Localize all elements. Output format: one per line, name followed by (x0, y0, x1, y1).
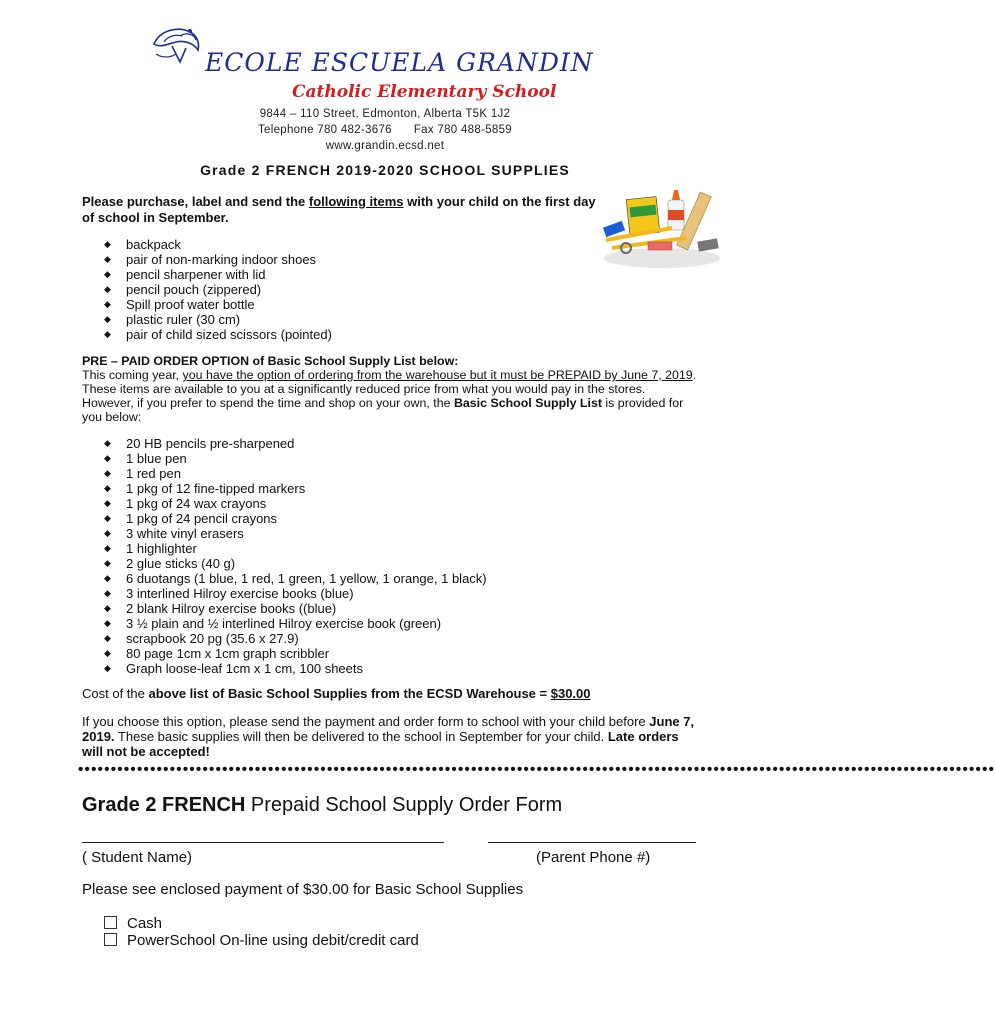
list-item-text: 2 glue sticks (40 g) (126, 556, 236, 571)
list-item (104, 586, 487, 601)
bullet-diamond-icon: ◆ (104, 663, 111, 673)
bullet-diamond-icon: ◆ (104, 498, 111, 508)
list-item-text: pair of child sized scissors (pointed) (126, 327, 332, 342)
list-item (104, 267, 332, 282)
payment-option-powerschool-label: PowerSchool On-line using debit/credit card (127, 932, 419, 949)
bullet-diamond-icon: ◆ (104, 438, 111, 448)
list-item (104, 327, 332, 342)
parent-phone-label: (Parent Phone #) (536, 849, 651, 866)
school-name: ECOLE ESCUELA GRANDIN (205, 48, 594, 77)
payment-option-powerschool[interactable] (104, 932, 419, 949)
bullet-diamond-icon: ◆ (104, 633, 111, 643)
bullet-diamond-icon: ◆ (104, 483, 111, 493)
list-item-text: 1 blue pen (126, 451, 187, 466)
basic-supplies-list (104, 436, 487, 676)
payment-note-late: Late orders will not be accepted! (82, 729, 679, 759)
order-form-title-rest: Prepaid School Supply Order Form (245, 794, 563, 816)
payment-option-cash-label: Cash (127, 915, 163, 932)
bullet-diamond-icon: ◆ (104, 453, 111, 463)
list-item (104, 526, 487, 541)
bullet-diamond-icon: ◆ (104, 528, 111, 538)
cost-bold: above list of Basic School Supplies from the ECSD Warehouse = (148, 686, 551, 701)
list-item-text: pencil sharpener with lid (126, 267, 266, 282)
cost-line (82, 686, 591, 701)
list-item-text: 1 pkg of 24 wax crayons (126, 496, 267, 511)
school-website: www.grandin.ecsd.net (325, 140, 445, 152)
school-address: 9844 – 110 Street, Edmonton, Alberta T5K 1J2 (259, 108, 511, 120)
school-subtitle: Catholic Elementary School (292, 82, 557, 102)
cost-prefix: Cost of the (82, 686, 149, 701)
checkbox-cash[interactable] (104, 916, 117, 929)
list-item (104, 466, 487, 481)
prepaid-section (82, 354, 697, 424)
enclosed-payment-text: Please see enclosed payment of $30.00 for Basic School Supplies (82, 881, 524, 898)
list-item-text: 1 highlighter (126, 541, 197, 556)
school-supplies-image (602, 186, 730, 272)
bullet-diamond-icon: ◆ (104, 543, 111, 553)
list-item (104, 312, 332, 327)
bullet-diamond-icon: ◆ (104, 618, 111, 628)
intro-text (82, 194, 602, 226)
list-item-text: 1 pkg of 12 fine-tipped markers (126, 481, 306, 496)
list-item-text: Graph loose-leaf 1cm x 1 cm, 100 sheets (126, 661, 364, 676)
document-title: Grade 2 FRENCH 2019-2020 SCHOOL SUPPLIES (200, 162, 570, 178)
list-item (104, 481, 487, 496)
list-item (104, 282, 332, 297)
list-item (104, 252, 332, 267)
list-item (104, 297, 332, 312)
payment-note-b: These basic supplies will then be delivered to the school in September for your child. (114, 729, 608, 744)
prepaid-heading: PRE – PAID ORDER OPTION of Basic School Supply List below: (82, 354, 459, 368)
intro-underlined: following items (308, 194, 404, 209)
list-item-text: 2 blank Hilroy exercise books ((blue) (126, 601, 337, 616)
list-item (104, 571, 487, 586)
list-item-text: pencil pouch (zippered) (126, 282, 262, 297)
list-item (104, 601, 487, 616)
order-form-title-bold: Grade 2 FRENCH (82, 794, 246, 816)
bullet-diamond-icon: ◆ (104, 254, 111, 264)
intro-part2: with your child on the first day of school in September. (82, 194, 596, 225)
list-item (104, 237, 332, 252)
list-item-text: backpack (126, 237, 181, 252)
list-item (104, 541, 487, 556)
payment-note-a: If you choose this option, please send the payment and order form to school with your child before (82, 714, 650, 729)
list-item (104, 646, 487, 661)
list-item (104, 661, 487, 676)
list-item-text: plastic ruler (30 cm) (126, 312, 241, 327)
bullet-diamond-icon: ◆ (104, 603, 111, 613)
personal-items-list (104, 237, 332, 342)
list-item-text: 1 pkg of 24 pencil crayons (126, 511, 278, 526)
list-item (104, 616, 487, 631)
list-item (104, 511, 487, 526)
list-item-text: 1 red pen (126, 466, 181, 481)
list-item-text: 6 duotangs (1 blue, 1 red, 1 green, 1 yellow, 1 orange, 1 black) (126, 571, 487, 586)
list-item-text: scrapbook 20 pg (35.6 x 27.9) (126, 631, 299, 646)
intro-part1: Please purchase, label and send the (82, 194, 309, 209)
bullet-diamond-icon: ◆ (104, 314, 111, 324)
bullet-diamond-icon: ◆ (104, 284, 111, 294)
student-name-line[interactable] (82, 842, 444, 843)
payment-note-date: June 7, 2019. (82, 714, 695, 744)
bullet-diamond-icon: ◆ (104, 468, 111, 478)
bullet-diamond-icon: ◆ (104, 513, 111, 523)
list-item-text: pair of non-marking indoor shoes (126, 252, 317, 267)
list-item (104, 496, 487, 511)
list-item (104, 451, 487, 466)
payment-option-cash[interactable] (104, 915, 162, 932)
bullet-diamond-icon: ◆ (104, 269, 111, 279)
list-item-text: 3 white vinyl erasers (126, 526, 244, 541)
school-contact (0, 122, 770, 138)
bullet-diamond-icon: ◆ (104, 648, 111, 658)
bullet-diamond-icon: ◆ (104, 299, 111, 309)
cut-line-divider: •••••••••••••••••••••••••••••••••••••••••••••••••••••••••••••••••••••••••••••••••••••••••••••••••••••••••••••••••••••••••••••••••••••••••••• (78, 761, 995, 778)
list-item (104, 556, 487, 571)
bullet-diamond-icon: ◆ (104, 588, 111, 598)
cost-amount: $30.00 (550, 686, 591, 701)
prepaid-bold: Basic School Supply List (453, 396, 602, 410)
school-logo (150, 22, 212, 72)
prepaid-text-c: is provided for you below: (82, 396, 684, 424)
list-item-text: 3 ½ plain and ½ interlined Hilroy exercise book (green) (126, 616, 442, 631)
bullet-diamond-icon: ◆ (104, 239, 111, 249)
list-item (104, 436, 487, 451)
list-item-text: 80 page 1cm x 1cm graph scribbler (126, 646, 330, 661)
student-name-label: ( Student Name) (82, 849, 193, 866)
list-item-text: 20 HB pencils pre-sharpened (126, 436, 295, 451)
bullet-diamond-icon: ◆ (104, 573, 111, 583)
telephone: Telephone 780 482-3676 (257, 124, 392, 136)
list-item-text: Spill proof water bottle (126, 297, 255, 312)
order-form-title (82, 794, 562, 817)
bullet-diamond-icon: ◆ (104, 558, 111, 568)
parent-phone-line[interactable] (488, 842, 696, 843)
fax: Fax 780 488-5859 (413, 124, 512, 136)
checkbox-powerschool[interactable] (104, 933, 117, 946)
prepaid-text-a: This coming year, (82, 368, 183, 382)
bullet-diamond-icon: ◆ (104, 329, 111, 339)
prepaid-underlined: you have the option of ordering from the warehouse but it must be PREPAID by June 7, 2019 (182, 368, 693, 382)
payment-note (82, 714, 702, 759)
list-item-text: 3 interlined Hilroy exercise books (blue) (126, 586, 354, 601)
prepaid-text-b: . These items are available to you at a significantly reduced price from what you would pay in the stores. However, if you prefer to spend the time and shop on your own, the (82, 368, 697, 410)
list-item (104, 631, 487, 646)
